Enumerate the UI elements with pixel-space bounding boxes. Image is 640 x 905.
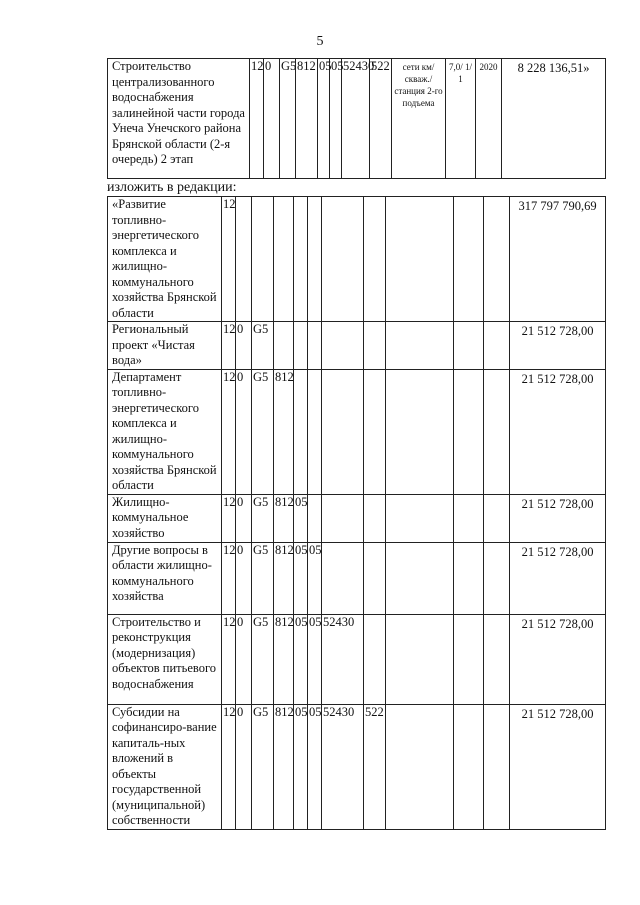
code-cell: 0 <box>236 542 252 614</box>
code-cell: 12 <box>222 197 236 322</box>
row-name: Субсидии на софинансиро-вание капиталь-ных вложений в объекты государственной (муниципальной) собственности <box>108 704 222 829</box>
amount-cell: 21 512 728,00 <box>510 494 606 542</box>
code-cell: 812 <box>296 59 318 179</box>
code-cell <box>364 197 386 322</box>
table-row <box>108 59 606 179</box>
code-cell: G5 <box>252 322 274 370</box>
code-cell <box>308 322 322 370</box>
empty-cell <box>484 197 510 322</box>
empty-cell <box>386 369 454 494</box>
code-cell <box>322 494 364 542</box>
code-cell: 0 <box>264 59 280 179</box>
code-cell <box>364 494 386 542</box>
empty-cell <box>386 197 454 322</box>
code-cell: 52430 <box>322 704 364 829</box>
old-row-table <box>107 58 606 179</box>
code-cell <box>252 197 274 322</box>
code-cell <box>322 197 364 322</box>
code-cell <box>308 197 322 322</box>
empty-cell <box>484 369 510 494</box>
code-cell <box>274 322 294 370</box>
amount-cell: 21 512 728,00 <box>510 614 606 704</box>
code-cell: 0 <box>236 322 252 370</box>
code-cell: 0 <box>236 614 252 704</box>
empty-cell <box>454 369 484 494</box>
code-cell: G5 <box>252 369 274 494</box>
code-cell <box>294 197 308 322</box>
amount-cell: 21 512 728,00 <box>510 704 606 829</box>
code-cell <box>364 369 386 494</box>
row-name: Другие вопросы в области жилищно-коммунального хозяйства <box>108 542 222 614</box>
code-cell <box>322 542 364 614</box>
code-cell <box>274 197 294 322</box>
empty-cell <box>386 704 454 829</box>
amount-cell: 317 797 790,69 <box>510 197 606 322</box>
code-cell: 12 <box>250 59 264 179</box>
code-cell: 812 <box>274 542 294 614</box>
empty-cell <box>454 542 484 614</box>
code-cell: 05 <box>294 494 308 542</box>
table-row <box>108 542 606 614</box>
code-cell: 522 <box>364 704 386 829</box>
empty-cell <box>386 322 454 370</box>
empty-cell <box>454 614 484 704</box>
empty-cell <box>454 704 484 829</box>
amount-cell: 21 512 728,00 <box>510 542 606 614</box>
code-cell: 05 <box>294 542 308 614</box>
empty-cell <box>484 494 510 542</box>
code-cell <box>322 369 364 494</box>
empty-cell <box>454 494 484 542</box>
code-cell: 812 <box>274 704 294 829</box>
unit-cell: сети км/ скваж./ станция 2-го подъема <box>392 59 446 179</box>
code-cell: G5 <box>252 542 274 614</box>
empty-cell <box>484 704 510 829</box>
table-row <box>108 197 606 322</box>
code-cell: 52430 <box>342 59 370 179</box>
empty-cell <box>386 614 454 704</box>
empty-cell <box>484 322 510 370</box>
year-cell: 2020 <box>476 59 502 179</box>
code-cell: 05 <box>330 59 342 179</box>
code-cell <box>322 322 364 370</box>
empty-cell <box>484 614 510 704</box>
empty-cell <box>454 197 484 322</box>
row-name: Строительство централизованного водоснабжения залинейной части города Унеча Унечского района Брянской области (2-я очередь) 2 этап <box>108 59 250 179</box>
code-cell <box>308 494 322 542</box>
code-cell: 12 <box>222 704 236 829</box>
code-cell <box>308 369 322 494</box>
row-name: Строительство и реконструкция (модернизация) объектов питьевого водоснабжения <box>108 614 222 704</box>
code-cell: 05 <box>308 704 322 829</box>
code-cell: 12 <box>222 614 236 704</box>
amount-cell: 21 512 728,00 <box>510 369 606 494</box>
row-name: Жилищно-коммунальное хозяйство <box>108 494 222 542</box>
code-cell <box>364 322 386 370</box>
code-cell: 05 <box>294 614 308 704</box>
empty-cell <box>484 542 510 614</box>
code-cell: G5 <box>280 59 296 179</box>
code-cell: 05 <box>308 542 322 614</box>
code-cell: 812 <box>274 614 294 704</box>
code-cell <box>364 542 386 614</box>
table-row <box>108 614 606 704</box>
amount-cell: 8 228 136,51» <box>502 59 606 179</box>
empty-cell <box>386 542 454 614</box>
code-cell: 05 <box>294 704 308 829</box>
table-row <box>108 369 606 494</box>
code-cell: 0 <box>236 369 252 494</box>
code-cell: 522 <box>370 59 392 179</box>
row-name: Департамент топливно-энергетического комплекса и жилищно-коммунального хозяйства Брянской области <box>108 369 222 494</box>
section-heading: изложить в редакции: <box>107 180 237 195</box>
code-cell: G5 <box>252 614 274 704</box>
code-cell: G5 <box>252 704 274 829</box>
empty-cell <box>454 322 484 370</box>
capacity-cell: 7,0/ 1/ 1 <box>446 59 476 179</box>
code-cell: 12 <box>222 322 236 370</box>
code-cell: G5 <box>252 494 274 542</box>
empty-cell <box>386 494 454 542</box>
table-row <box>108 704 606 829</box>
code-cell <box>236 197 252 322</box>
row-name: Региональный проект «Чистая вода» <box>108 322 222 370</box>
code-cell: 12 <box>222 494 236 542</box>
code-cell: 812 <box>274 494 294 542</box>
table-row <box>108 322 606 370</box>
code-cell: 12 <box>222 369 236 494</box>
code-cell: 05 <box>308 614 322 704</box>
code-cell: 12 <box>222 542 236 614</box>
code-cell <box>364 614 386 704</box>
code-cell <box>294 369 308 494</box>
new-wording-table <box>107 196 606 830</box>
code-cell: 52430 <box>322 614 364 704</box>
row-name: «Развитие топливно-энергетического комплекса и жилищно-коммунального хозяйства Брянской области <box>108 197 222 322</box>
code-cell <box>294 322 308 370</box>
amount-cell: 21 512 728,00 <box>510 322 606 370</box>
code-cell: 812 <box>274 369 294 494</box>
code-cell: 0 <box>236 494 252 542</box>
page-number: 5 <box>316 34 324 49</box>
table-row <box>108 494 606 542</box>
code-cell: 05 <box>318 59 330 179</box>
code-cell: 0 <box>236 704 252 829</box>
